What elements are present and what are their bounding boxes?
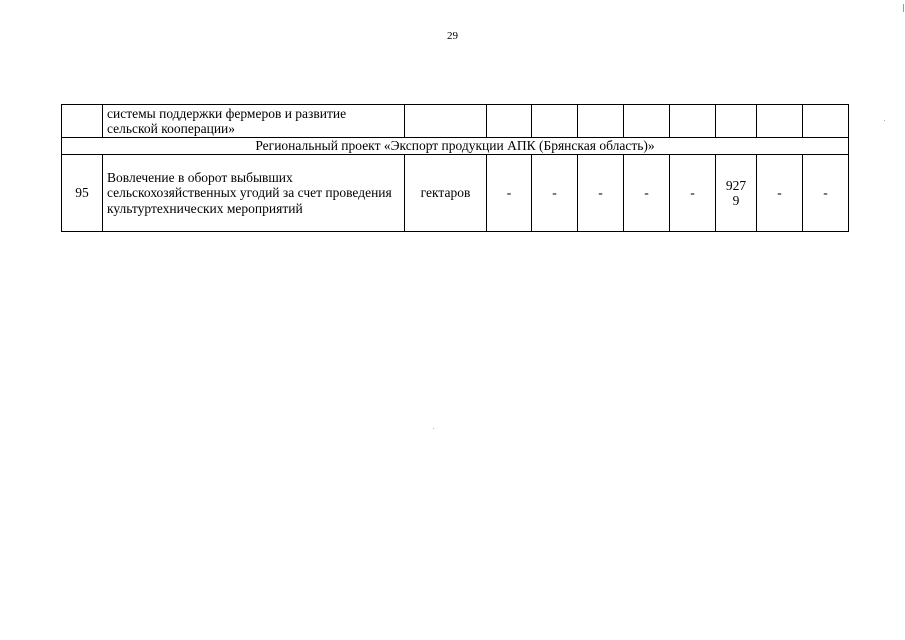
unit-cell bbox=[405, 105, 487, 138]
value-cell bbox=[670, 105, 716, 138]
value-cell bbox=[757, 105, 803, 138]
table-row bbox=[62, 155, 849, 232]
indicator-name-cell bbox=[103, 105, 405, 138]
page-number: 29 bbox=[447, 30, 458, 42]
value-cell: - bbox=[578, 155, 624, 232]
table-row-continuation bbox=[62, 105, 849, 138]
indicators-table bbox=[61, 104, 849, 232]
value-text-wrapped: 927 9 bbox=[725, 177, 747, 208]
value-cell bbox=[487, 105, 532, 138]
value-cell: - bbox=[532, 155, 578, 232]
value-cell: - bbox=[757, 155, 803, 232]
value-cell bbox=[803, 105, 849, 138]
value-cell bbox=[716, 155, 757, 232]
value-cell bbox=[716, 105, 757, 138]
scan-speck bbox=[433, 428, 434, 429]
scan-speck bbox=[884, 120, 885, 121]
table-row-section-header bbox=[62, 138, 849, 155]
row-number-cell: 95 bbox=[62, 155, 103, 232]
value-cell: - bbox=[624, 155, 670, 232]
indicator-name-text: Вовлечение в оборот выбывших сельскохозяйственных угодий за счет проведения культуртехнических мероприятий bbox=[107, 169, 392, 216]
section-title-cell: Региональный проект «Экспорт продукции АПК (Брянская область)» bbox=[62, 138, 849, 155]
value-cell: - bbox=[487, 155, 532, 232]
value-cell bbox=[624, 105, 670, 138]
row-number-cell bbox=[62, 105, 103, 138]
unit-cell: гектаров bbox=[405, 155, 487, 232]
scan-edge-mark bbox=[903, 4, 904, 12]
value-cell: - bbox=[670, 155, 716, 232]
indicator-name-text: системы поддержки фермеров и развитие сельской кооперации» bbox=[107, 105, 347, 136]
indicator-name-cell bbox=[103, 155, 405, 232]
value-cell bbox=[532, 105, 578, 138]
value-cell bbox=[578, 105, 624, 138]
value-cell: - bbox=[803, 155, 849, 232]
